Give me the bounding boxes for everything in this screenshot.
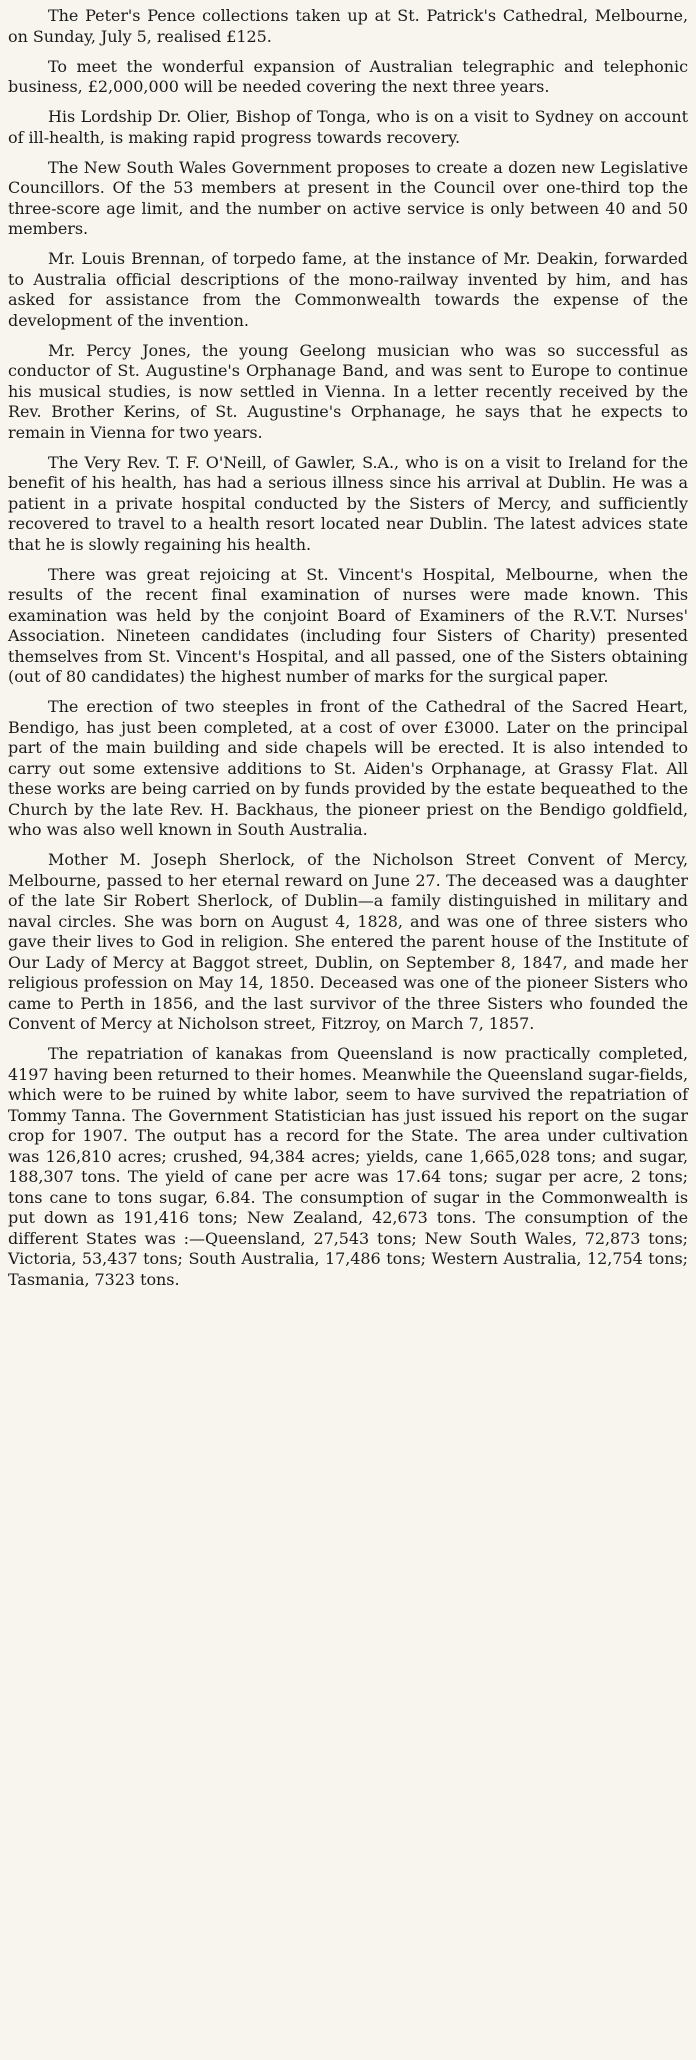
paragraph-peters-pence: The Peter's Pence collections taken up at St. Patrick's Cathedral, Melbourne, on Sunday, July 5, realised £125.: [8, 6, 688, 46]
paragraph-louis-brennan: Mr. Louis Brennan, of torpedo fame, at the instance of Mr. Deakin, forwarded to Australia official descriptions of the mono-railway invented by him, and has asked for assistance from the Commonwealth towards the expense of the development of the invention.: [8, 249, 688, 330]
paragraph-percy-jones: Mr. Percy Jones, the young Geelong musician who was so successful as conductor of St. Augustine's Orphanage Band, and was sent to Europe to continue his musical studies, is now settled in Vienna. In a letter recently received by the Rev. Brother Kerins, of St. Augustine's Orphanage, he says that he expects to remain in Vienna for two years.: [8, 340, 688, 442]
paragraph-bishop-olier: His Lordship Dr. Olier, Bishop of Tonga, who is on a visit to Sydney on account of ill-health, is making rapid progress towards recovery.: [8, 107, 688, 147]
paragraph-rev-oneill: The Very Rev. T. F. O'Neill, of Gawler, S.A., who is on a visit to Ireland for the benefit of his health, has had a serious illness since his arrival at Dublin. He was a patient in a private hospital conducted by the Sisters of Mercy, and sufficiently recovered to travel to a health resort located near Dublin. The latest advices state that he is slowly regaining his health.: [8, 452, 688, 554]
paragraph-legislative-councillors: The New South Wales Government proposes to create a dozen new Legislative Councillors. Of the 53 members at present in the Council over one-third top the three-score age limit, and the number on active service is only between 40 and 50 members.: [8, 157, 688, 238]
paragraph-mother-sherlock: Mother M. Joseph Sherlock, of the Nicholson Street Convent of Mercy, Melbourne, passed to her eternal reward on June 27. The deceased was a daughter of the late Sir Robert Sherlock, of Dublin—a family distinguished in military and naval circles. She was born on August 4, 1828, and was one of three sisters who gave their lives to God in religion. She entered the parent house of the Institute of Our Lady of Mercy at Baggot street, Dublin, on September 8, 1847, and made her religious profession on May 14, 1850. Deceased was one of the pioneer Sisters who came to Perth in 1856, and the last survivor of the three Sisters who founded the Convent of Mercy at Nicholson street, Fitzroy, on March 7, 1857.: [8, 850, 688, 1033]
paragraph-st-vincents-hospital: There was great rejoicing at St. Vincent's Hospital, Melbourne, when the results of the recent final examination of nurses were made known. This examination was held by the conjoint Board of Examiners of the R.V.T. Nurses' Association. Nineteen candidates (including four Sisters of Charity) presented themselves from St. Vincent's Hospital, and all passed, one of the Sisters obtaining (out of 80 candidates) the highest number of marks for the surgical paper.: [8, 564, 688, 686]
paragraph-telegraphic-expansion: To meet the wonderful expansion of Australian telegraphic and telephonic business, £2,000,000 will be needed covering the next three years.: [8, 56, 688, 96]
paragraph-bendigo-steeples: The erection of two steeples in front of the Cathedral of the Sacred Heart, Bendigo, has just been completed, at a cost of over £3000. Later on the principal part of the main building and side chapels will be erected. It is also intended to carry out some extensive additions to St. Aiden's Orphanage, at Grassy Flat. All these works are being carried on by funds provided by the estate bequeathed to the Church by the late Rev. H. Backhaus, the pioneer priest on the Bendigo goldfield, who was also well known in South Australia.: [8, 697, 688, 839]
paragraph-kanaka-repatriation: The repatriation of kanakas from Queensland is now practically completed, 4197 having been returned to their homes. Meanwhile the Queensland sugar-fields, which were to be ruined by white labor, seem to have survived the repatriation of Tommy Tanna. The Government Statistician has just issued his report on the sugar crop for 1907. The output has a record for the State. The area under cultivation was 126,810 acres; crushed, 94,384 acres; yields, cane 1,665,028 tons; and sugar, 188,307 tons. The yield of cane per acre was 17.64 tons; sugar per acre, 2 tons; tons cane to tons sugar, 6.84. The consumption of sugar in the Commonwealth is put down as 191,416 tons; New Zealand, 42,673 tons. The consumption of the different States was :—Queensland, 27,543 tons; New South Wales, 72,873 tons; Victoria, 53,437 tons; South Australia, 17,486 tons; Western Australia, 12,754 tons; Tasmania, 7323 tons.: [8, 1044, 688, 1289]
